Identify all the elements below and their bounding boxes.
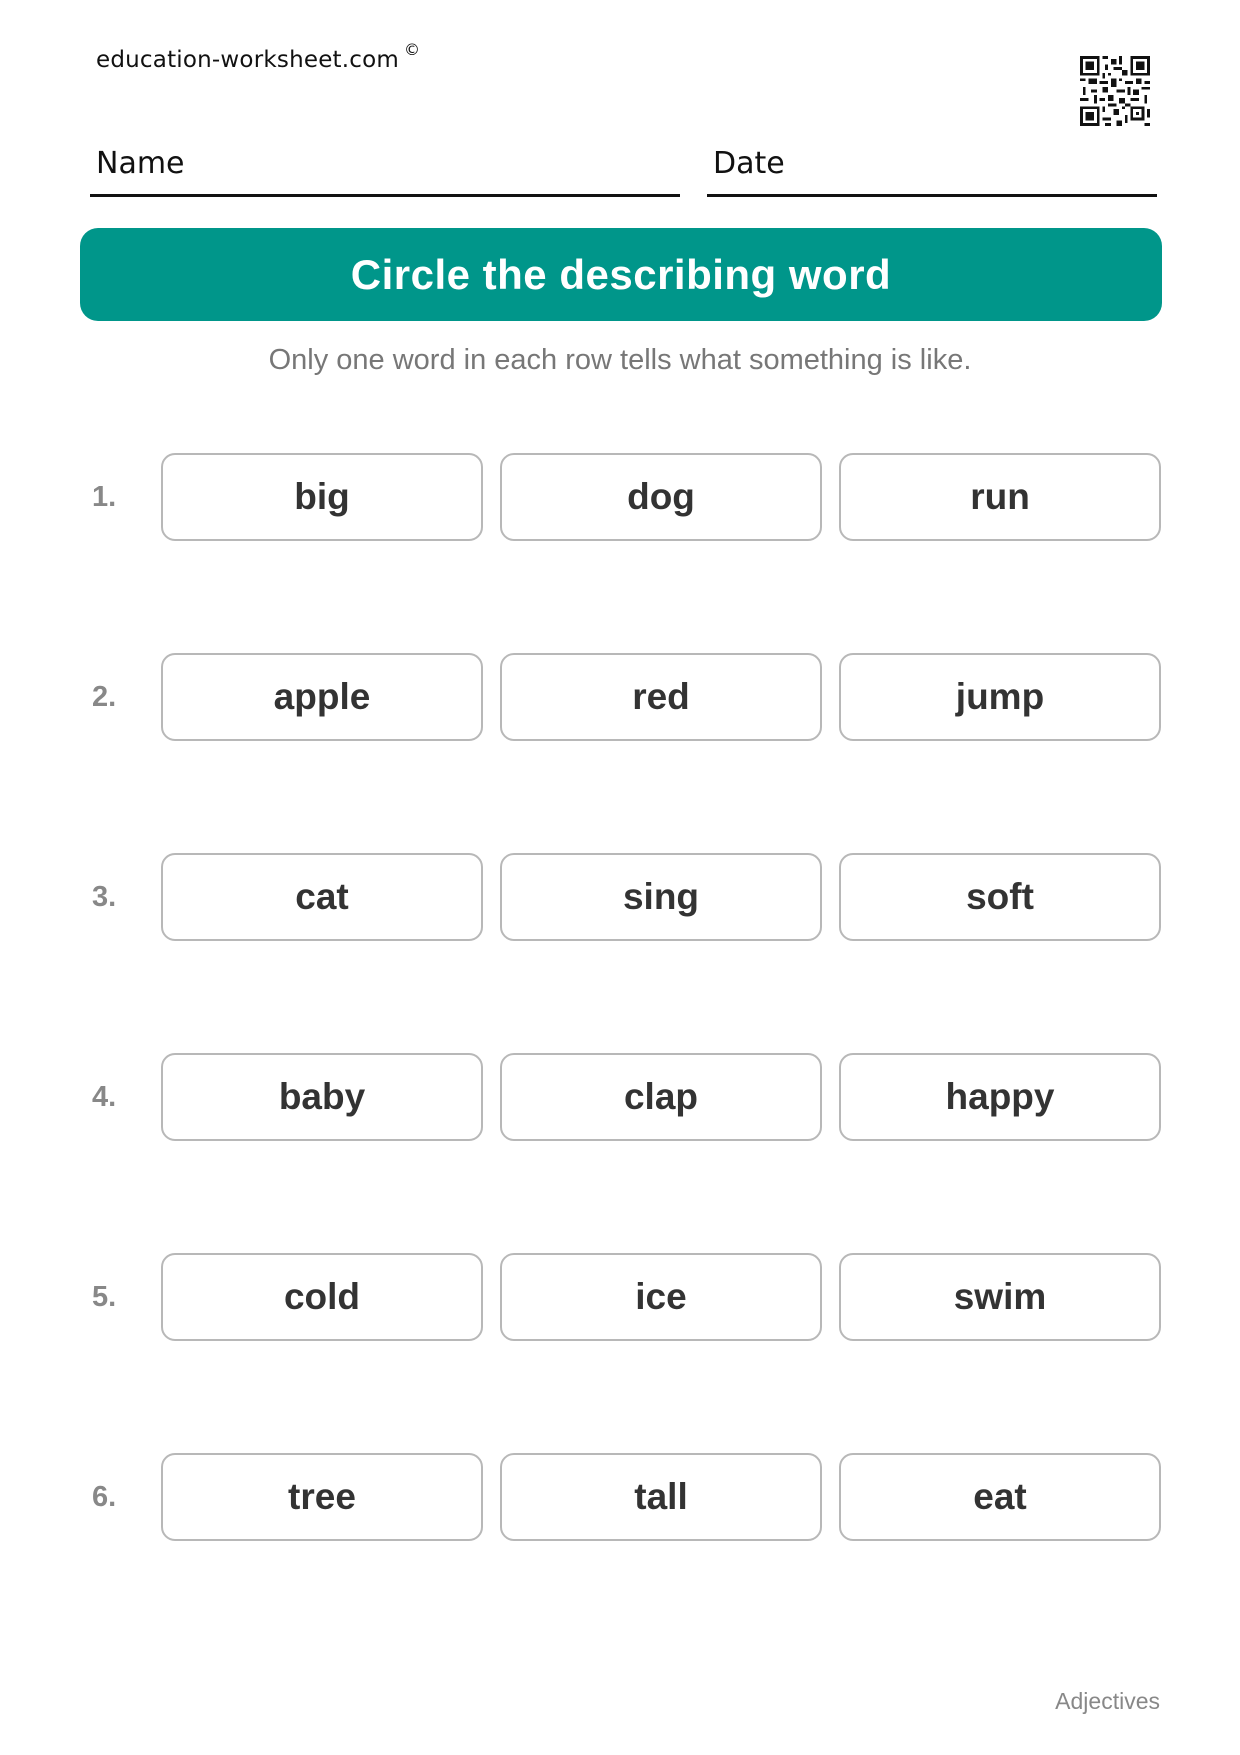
word-option[interactable]: tall [500, 1453, 822, 1541]
question-number: 5. [92, 1281, 117, 1313]
question-row [0, 453, 1240, 541]
question-row [0, 1053, 1240, 1141]
word-option[interactable]: jump [839, 653, 1161, 741]
question-row [0, 853, 1240, 941]
date-label: Date [713, 146, 785, 181]
question-number: 1. [92, 481, 117, 513]
word-option[interactable]: cat [161, 853, 483, 941]
name-label: Name [96, 146, 185, 181]
word-option[interactable]: baby [161, 1053, 483, 1141]
word-option[interactable]: ice [500, 1253, 822, 1341]
word-option[interactable]: tree [161, 1453, 483, 1541]
copyright-symbol: © [404, 40, 421, 59]
word-option[interactable]: clap [500, 1053, 822, 1141]
word-option[interactable]: red [500, 653, 822, 741]
word-option[interactable]: run [839, 453, 1161, 541]
word-option[interactable]: apple [161, 653, 483, 741]
word-option[interactable]: sing [500, 853, 822, 941]
word-option[interactable]: cold [161, 1253, 483, 1341]
topic-label: Adjectives [1055, 1688, 1160, 1714]
word-option[interactable]: swim [839, 1253, 1161, 1341]
site-name: education-worksheet.com [96, 47, 399, 73]
word-option[interactable]: big [161, 453, 483, 541]
question-row [0, 1253, 1240, 1341]
question-number: 6. [92, 1481, 117, 1513]
instructions: Only one word in each row tells what something is like. [268, 344, 972, 376]
worksheet-title: Circle the describing word [350, 250, 892, 298]
question-number: 3. [92, 881, 117, 913]
word-option[interactable]: soft [839, 853, 1161, 941]
word-option[interactable]: happy [839, 1053, 1161, 1141]
word-option[interactable]: dog [500, 453, 822, 541]
word-option[interactable]: eat [839, 1453, 1161, 1541]
question-row [0, 653, 1240, 741]
question-number: 4. [92, 1081, 117, 1113]
question-row [0, 1453, 1240, 1541]
question-number: 2. [92, 681, 117, 713]
